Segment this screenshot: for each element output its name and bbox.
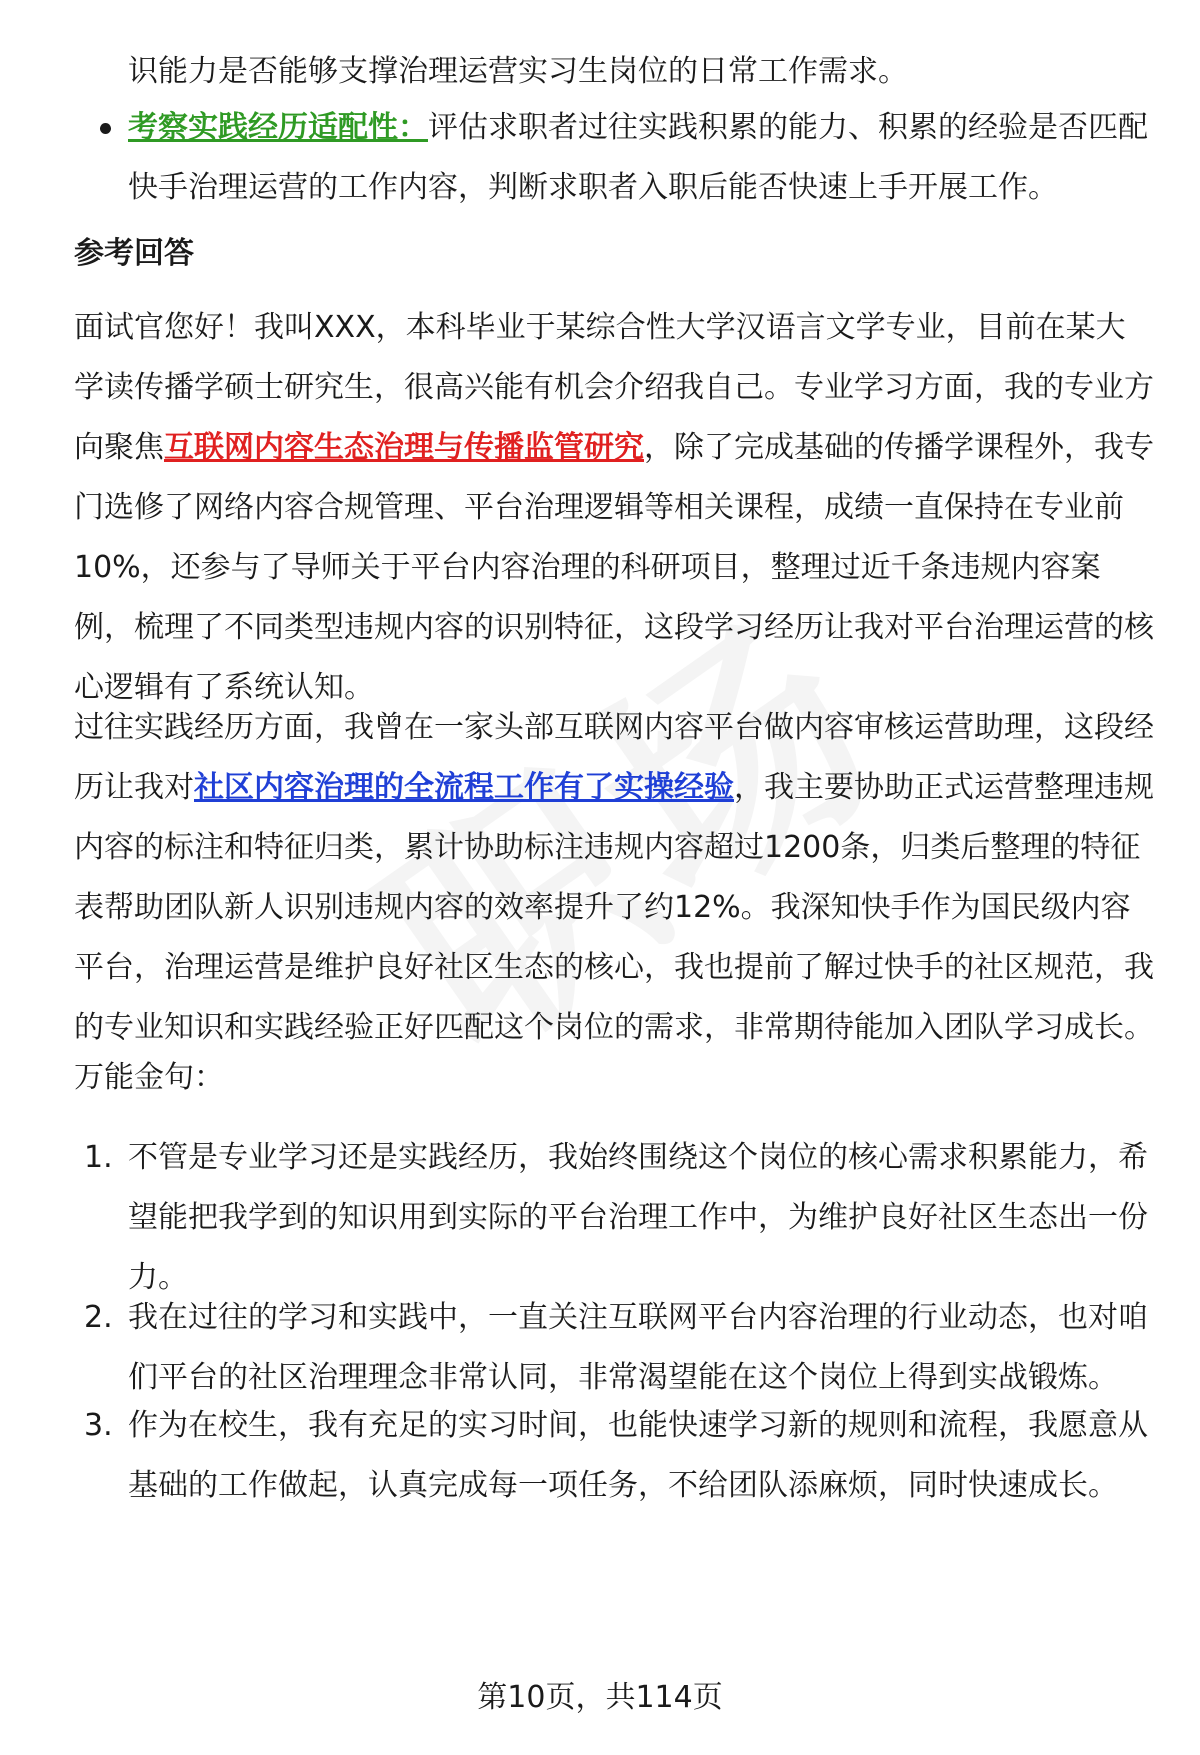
bullet-text: 评估求职者过往实践积累的能力、积累的经验是否匹配快手治理运营的工作内容，判断求职者入职后能否快速上手开展工作。: [128, 110, 1148, 205]
list-item: [74, 1128, 1154, 1308]
intro-continuation: 识能力是否能够支撑治理运营实习生岗位的日常工作需求。: [128, 54, 908, 89]
para1-after: ，除了完成基础的传播学课程外，我专门选修了网络内容合规管理、平台治理逻辑等相关课程，成绩一直保持在专业前10%，还参与了导师关于平台内容治理的科研项目，整理过近千条违规内容案例，梳理了不同类型违规内容的识别特征，这段学习经历让我对平台治理运营的核心逻辑有了系统认知。: [74, 430, 1154, 705]
list-number: 1.: [84, 1140, 113, 1175]
para2-highlight: 社区内容治理的全流程工作有了实操经验: [194, 770, 734, 805]
bullet-item: [74, 98, 1154, 218]
list-item: [74, 1288, 1154, 1408]
list-item: [74, 1396, 1154, 1516]
bullet-highlight: 考察实践经历适配性：: [128, 110, 428, 145]
para1-highlight: 互联网内容生态治理与传播监管研究: [164, 430, 644, 465]
page-footer: 第10页，共114页: [477, 1680, 723, 1715]
list-text: 不管是专业学习还是实践经历，我始终围绕这个岗位的核心需求积累能力，希望能把我学到的知识用到实际的平台治理工作中，为维护良好社区生态出一份力。: [128, 1140, 1148, 1295]
golden-sentences-heading: 万能金句：: [74, 1060, 224, 1095]
list-text: 作为在校生，我有充足的实习时间，也能快速学习新的规则和流程，我愿意从基础的工作做起，认真完成每一项任务，不给团队添麻烦，同时快速成长。: [128, 1408, 1148, 1503]
answer-paragraph-1: [74, 298, 1154, 718]
list-number: 2.: [84, 1300, 113, 1335]
section-heading: 参考回答: [74, 236, 194, 271]
list-number: 3.: [84, 1408, 113, 1443]
bullet-dot-icon: [100, 123, 111, 134]
list-text: 我在过往的学习和实践中，一直关注互联网平台内容治理的行业动态，也对咱们平台的社区治理理念非常认同，非常渴望能在这个岗位上得到实战锻炼。: [128, 1300, 1148, 1395]
para1-before: 面试官您好！我叫XXX，本科毕业于某综合性大学汉语言文学专业，目前在某大学读传播学硕士研究生，很高兴能有机会介绍我自己。专业学习方面，我的专业方向聚焦: [74, 310, 1154, 465]
para2-before: 过往实践经历方面，我曾在一家头部互联网内容平台做内容审核运营助理，这段经历让我对: [74, 710, 1154, 805]
answer-paragraph-2: [74, 698, 1154, 1058]
para2-after: ，我主要协助正式运营整理违规内容的标注和特征归类，累计协助标注违规内容超过1200条，归类后整理的特征表帮助团队新人识别违规内容的效率提升了约12%。我深知快手作为国民级内容平台，治理运营是维护良好社区生态的核心，我也提前了解过快手的社区规范，我的专业知识和实践经验正好匹配这个岗位的需求，非常期待能加入团队学习成长。: [74, 770, 1154, 1045]
bullet-content: [128, 98, 1154, 218]
